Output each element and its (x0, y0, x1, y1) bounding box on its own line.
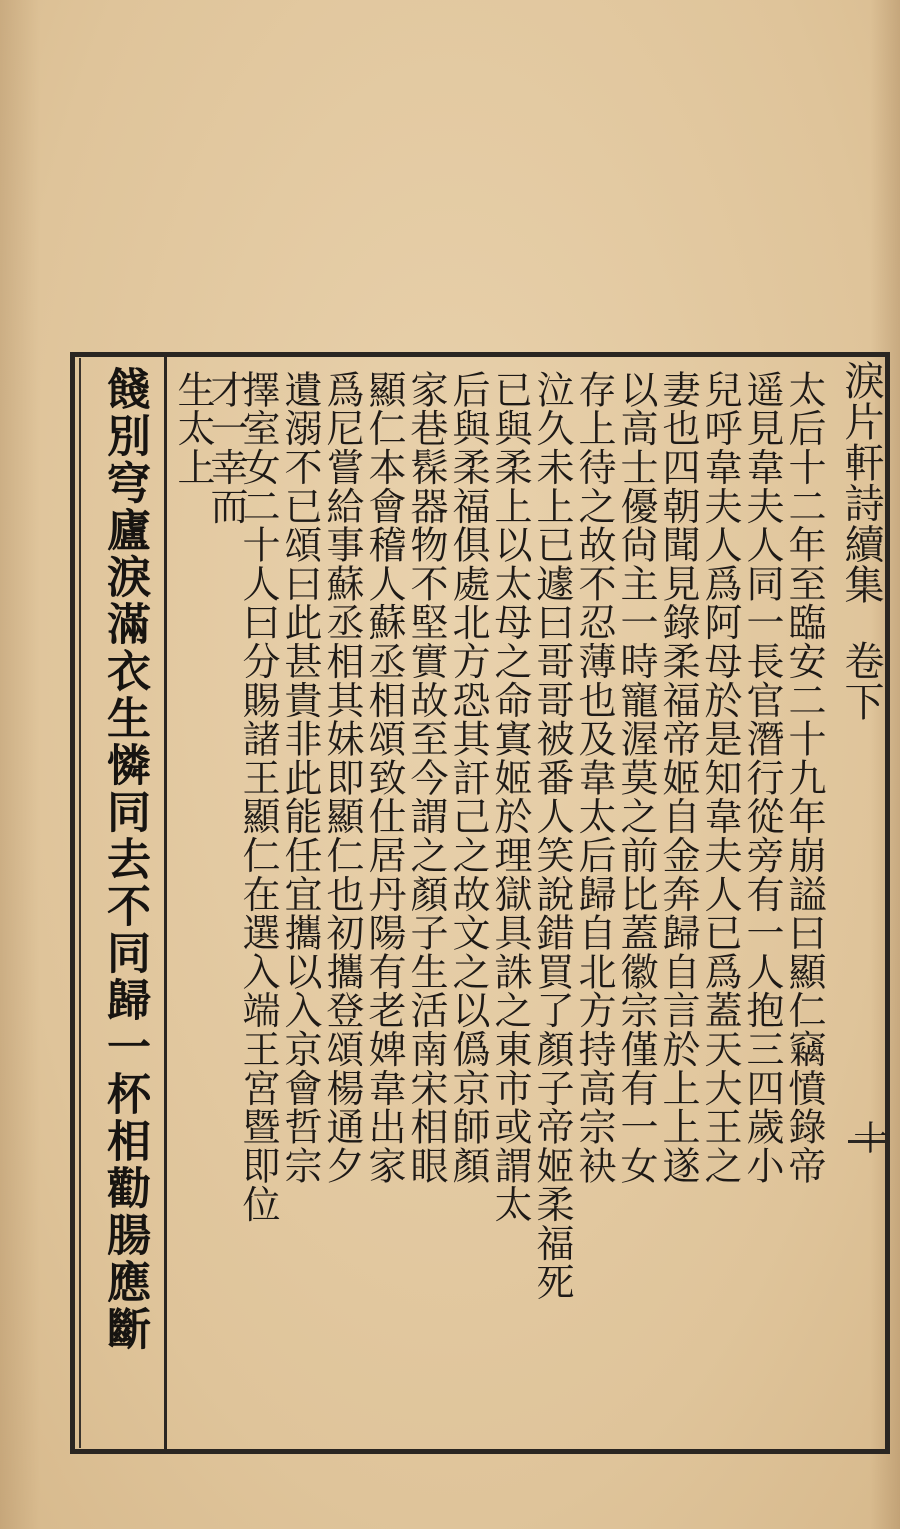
text-column-13: 遺溺不已頌曰此甚貴非此能任宜攜以入京會哲宗 (278, 370, 322, 1185)
inner-border-line (79, 358, 81, 1448)
text-column-6: 存上待之故不忍薄也及韋太后歸自北方持高宗袂 (572, 370, 616, 1185)
text-column-14: 擇室女二十人曰分賜諸王顯仁在選入端王宮暨即位 (236, 370, 280, 1224)
poem-column: 餞別穹廬淚滿衣生憐同去不同歸一杯相勸腸應斷 (99, 366, 150, 1353)
chapter-label: 卷下 (838, 640, 884, 722)
text-column-9: 后與柔福俱處北方恐其訐己之故文之以僞京師顏 (446, 370, 490, 1185)
text-column-8: 已與柔上以太母之命寘姬於理獄具誅之東市或謂太 (488, 370, 532, 1224)
column-divider (164, 355, 167, 1451)
text-column-15: 才一幸而 (204, 370, 248, 526)
page-header-title: 淚片軒詩續集 (838, 360, 884, 605)
text-column-16: 生太上 (171, 370, 215, 487)
text-column-4: 妻也四朝聞見錄柔福帝姬自金奔歸自言於上上遂 (656, 370, 700, 1185)
text-column-3: 兒呼韋夫人爲阿母於是知韋夫人已爲蓋天大王之 (698, 370, 742, 1185)
text-column-10: 家巷髹器物不堅實故至今謂之顏子生活南宋相眼 (404, 370, 448, 1185)
text-column-5: 以高士優尙主一時寵渥莫之前比蓋徽宗僅有一女 (614, 370, 658, 1185)
text-column-12: 爲尼嘗給事蘇丞相其妹即顯仁也初攜登頌楊通夕 (320, 370, 364, 1185)
text-column-11: 顯仁本會稽人蘇丞相頌致仕居丹陽有老婢韋出家 (362, 370, 406, 1185)
leaf-number: 十 (847, 1120, 887, 1155)
text-column-2: 遥見韋夫人同一長官潛行從旁有一人抱三四歲小 (740, 370, 784, 1185)
text-column-7: 泣久未上已遽曰哥哥被番人笑說錯買了顏子帝姬柔福死 (530, 370, 574, 1302)
text-column-1: 太后十二年至臨安二十九年崩謚曰顯仁竊憤錄帝 (782, 370, 826, 1185)
